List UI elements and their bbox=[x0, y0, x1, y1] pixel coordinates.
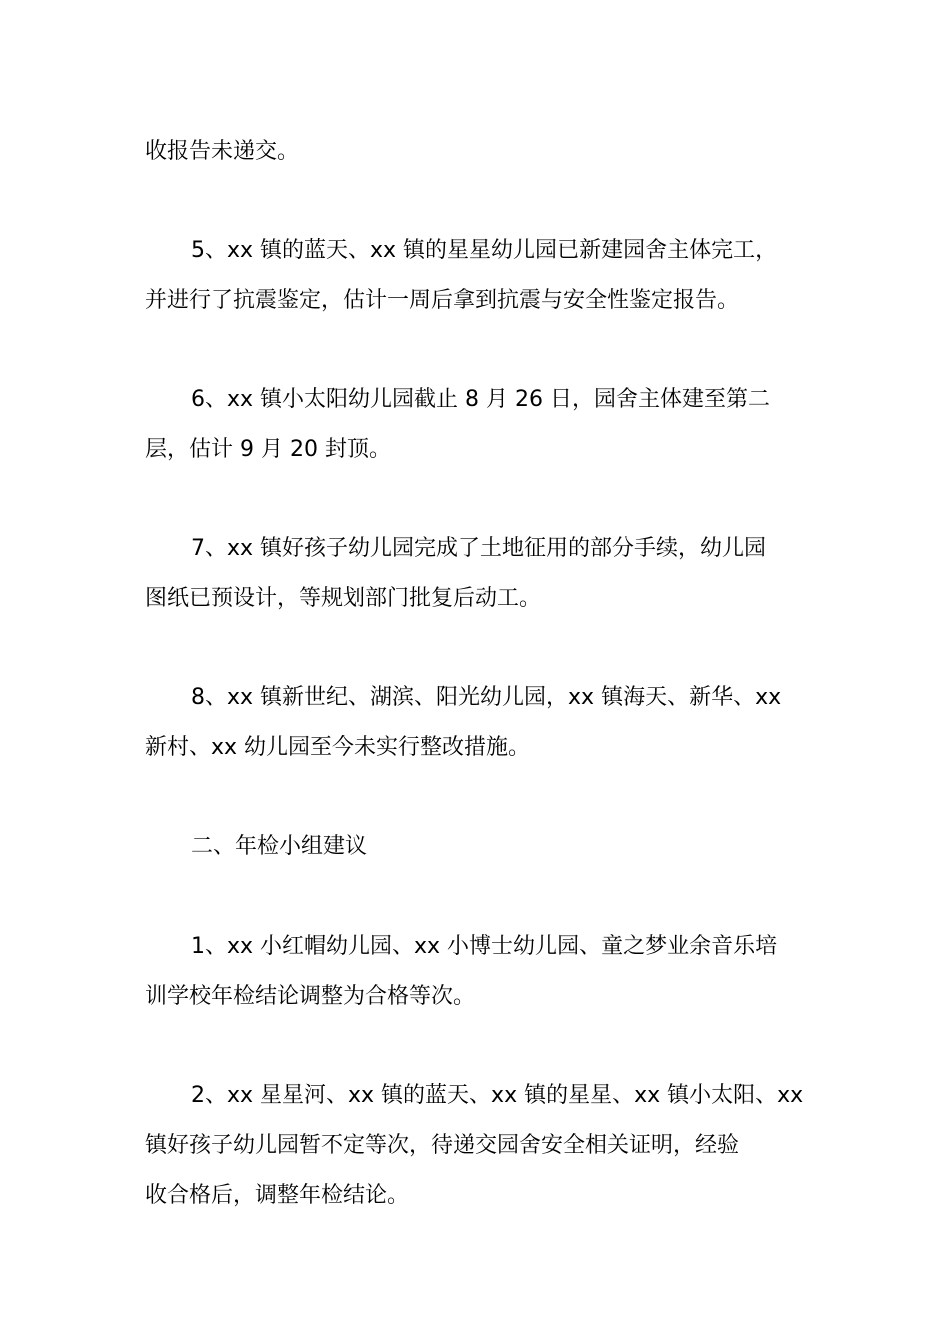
paragraph-suggestion-2 bbox=[145, 1071, 813, 1221]
paragraph-item-6 bbox=[145, 375, 813, 475]
text-line: 收报告未递交。 bbox=[145, 139, 300, 164]
text-line: 8、xx 镇新世纪、湖滨、阳光幼儿园，xx 镇海天、新华、xx bbox=[191, 685, 782, 710]
text-line: 层，估计 9 月 20 封顶。 bbox=[145, 437, 391, 462]
text-line: 1、xx 小红帽幼儿园、xx 小博士幼儿园、童之梦业余音乐培 bbox=[191, 934, 778, 959]
paragraph-continuation bbox=[145, 127, 813, 177]
text-line: 7、xx 镇好孩子幼儿园完成了土地征用的部分手续，幼儿园 bbox=[191, 536, 767, 561]
text-line: 并进行了抗震鉴定，估计一周后拿到抗震与安全性鉴定报告。 bbox=[145, 288, 740, 313]
text-line: 收合格后，调整年检结论。 bbox=[145, 1183, 410, 1208]
paragraph-suggestion-1 bbox=[145, 922, 813, 1022]
paragraph-item-5 bbox=[145, 226, 813, 326]
section-heading bbox=[145, 822, 813, 872]
paragraph-item-7 bbox=[145, 524, 813, 624]
text-line: 6、xx 镇小太阳幼儿园截止 8 月 26 日，园舍主体建至第二 bbox=[191, 387, 770, 412]
text-line: 二、年检小组建议 bbox=[191, 834, 368, 859]
text-line: 新村、xx 幼儿园至今未实行整改措施。 bbox=[145, 735, 531, 760]
paragraph-item-8 bbox=[145, 673, 813, 773]
text-line: 训学校年检结论调整为合格等次。 bbox=[145, 984, 476, 1009]
text-line: 5、xx 镇的蓝天、xx 镇的星星幼儿园已新建园舍主体完工， bbox=[191, 238, 778, 263]
text-line: 镇好孩子幼儿园暂不定等次，待递交园舍安全相关证明，经验 bbox=[145, 1133, 740, 1158]
text-line: 图纸已预设计，等规划部门批复后动工。 bbox=[145, 586, 542, 611]
text-line: 2、xx 星星河、xx 镇的蓝天、xx 镇的星星、xx 镇小太阳、xx bbox=[191, 1083, 804, 1108]
